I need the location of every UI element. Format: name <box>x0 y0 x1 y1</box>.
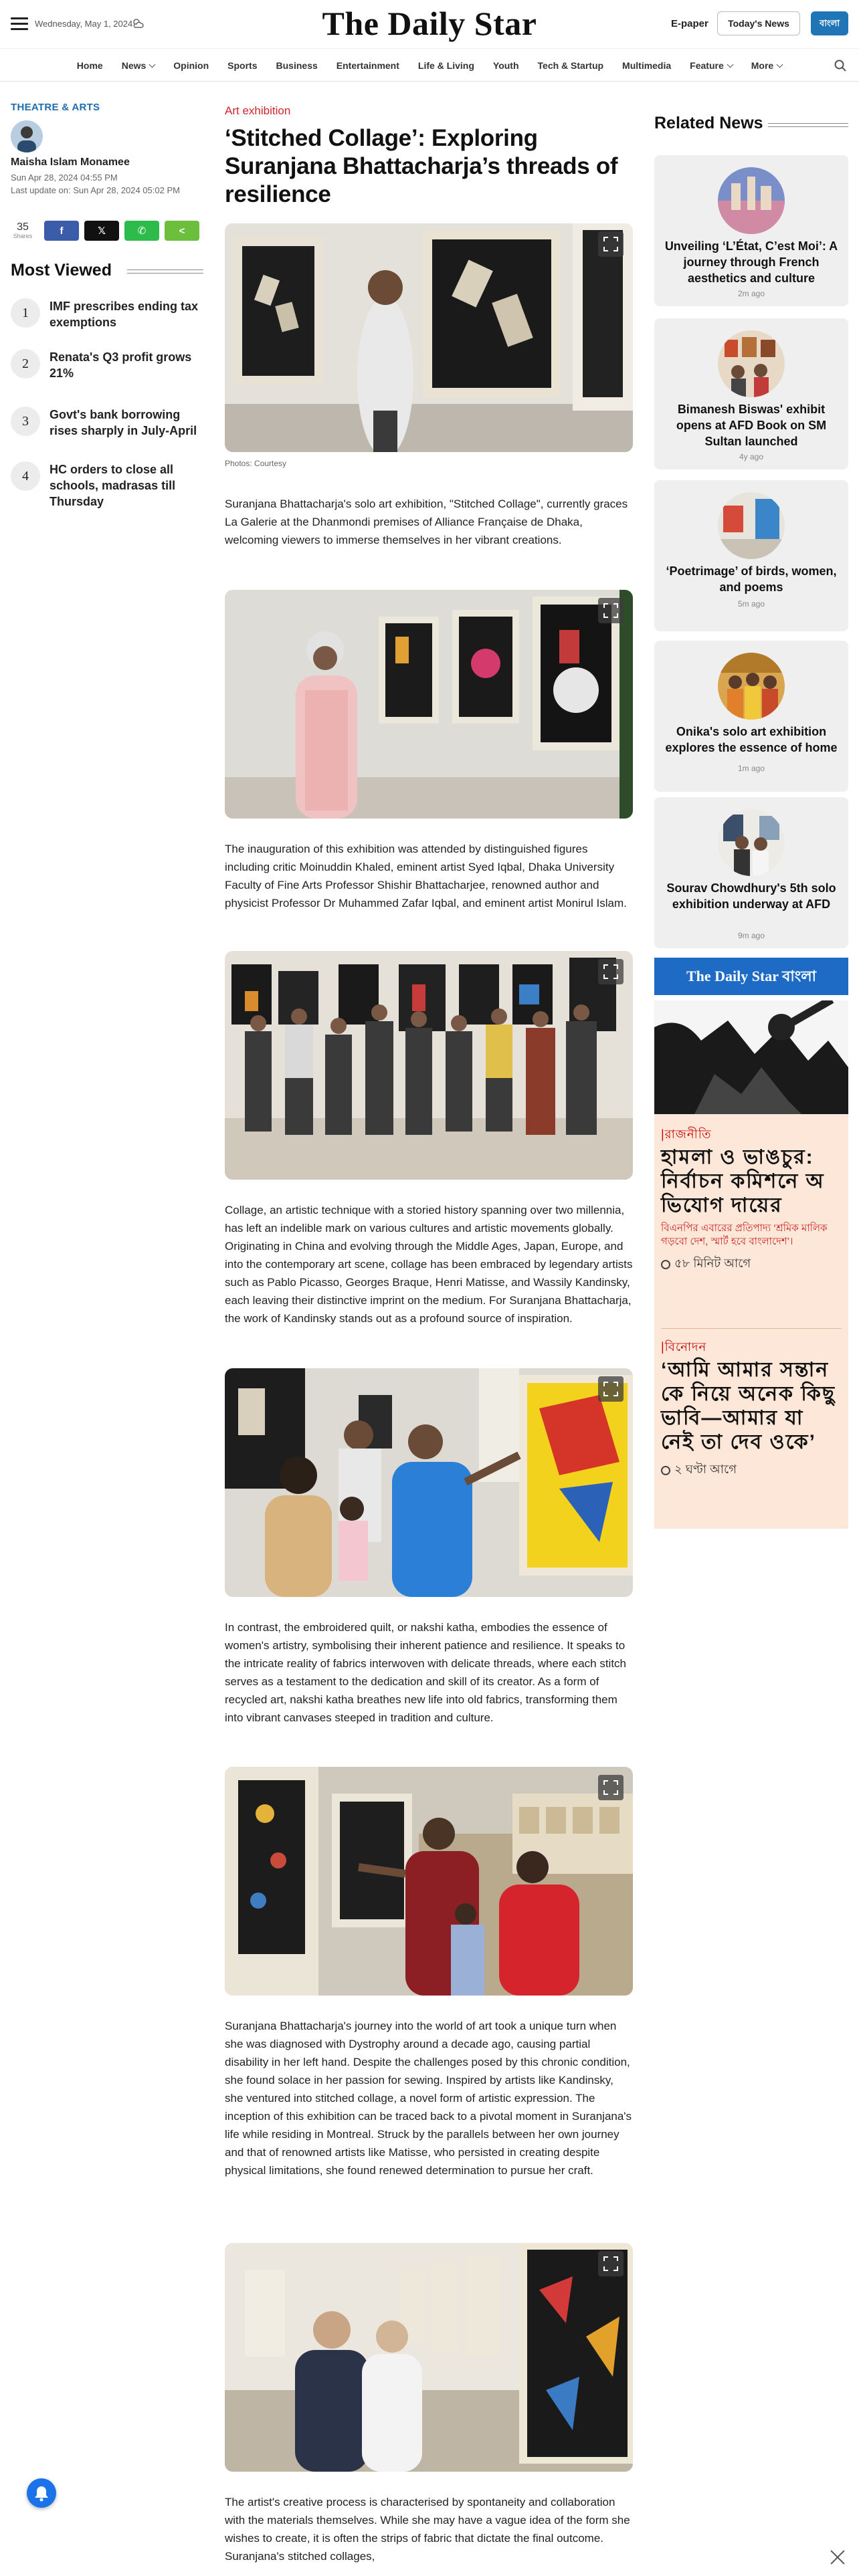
nav-item-life-living[interactable]: Life & Living <box>417 60 474 71</box>
article-photo[interactable] <box>225 223 633 452</box>
article-photo[interactable] <box>225 1368 633 1597</box>
expand-icon[interactable] <box>598 959 624 984</box>
nav-item-news[interactable]: News <box>122 60 155 71</box>
article-kicker[interactable]: Art exhibition <box>225 104 291 117</box>
author-name[interactable]: Maisha Islam Monamee <box>11 156 130 168</box>
nav-item-home[interactable]: Home <box>76 60 103 71</box>
expand-icon[interactable] <box>598 2251 624 2276</box>
article-headline: ‘Stitched Collage’: Exploring Suranjana Bhattacharja’s threads of resilience <box>225 125 618 207</box>
section-tag[interactable]: THEATRE & ARTS <box>11 102 100 113</box>
nav-item-multimedia[interactable]: Multimedia <box>622 60 672 71</box>
updated-date: Last update on: Sun Apr 28, 2024 05:02 PM <box>11 185 180 195</box>
chevron-down-icon <box>727 61 733 68</box>
published-date: Sun Apr 28, 2024 04:55 PM <box>11 173 118 183</box>
bangla-button[interactable]: বাংলা <box>811 11 848 35</box>
related-news-card[interactable]: Onika's solo art exhibition explores the essence of home 1m ago <box>654 641 848 792</box>
chevron-down-icon <box>777 61 783 68</box>
author-avatar[interactable] <box>11 120 43 152</box>
related-news-thumbnail[interactable] <box>718 167 785 234</box>
article-paragraph: The inauguration of this exhibition was attended by distinguished figures including critic Moinuddin Khaled, eminent artist Syed Iqbal, Dhaka University Faculty of Fine Arts Professor Shishir Bhattacharjee, renowned author and physicist Professor Dr Muhammed Zafar Iqbal, and eminent artist Monirul Islam. <box>225 843 627 909</box>
related-news-thumbnail[interactable] <box>718 492 785 559</box>
article-paragraph: The artist's creative process is characterised by spontaneity and collaboration with the materials themselves. While she may have a vague idea of the form she wishes to create, it is often the strips of fabric that dictate the final outcome. Suranjana's stitched collages, <box>225 2496 630 2563</box>
bangla-news-time: ৫৮ মিনিট আগে <box>661 1254 842 1275</box>
bangla-widget <box>654 1114 848 1529</box>
search-icon[interactable] <box>834 59 847 72</box>
x-icon: 𝕏 <box>97 225 106 237</box>
article-photo[interactable] <box>225 1767 633 1996</box>
nav-item-sports[interactable]: Sports <box>227 60 258 71</box>
notification-bell-button[interactable] <box>27 2478 56 2508</box>
related-news-card[interactable]: Bimanesh Biswas' exhibit opens at AFD Book on SM Sultan launched 4y ago <box>654 318 848 469</box>
expand-icon[interactable] <box>598 1376 624 1402</box>
close-icon[interactable] <box>830 2549 846 2565</box>
bangla-news-item[interactable] <box>661 1125 842 1275</box>
nav-item-tech-startup[interactable]: Tech & Startup <box>537 60 604 71</box>
share-button[interactable] <box>165 221 199 241</box>
related-news-thumbnail[interactable] <box>718 653 785 720</box>
nav-item-opinion[interactable]: Opinion <box>173 60 209 71</box>
article-paragraph: In contrast, the embroidered quilt, or nakshi katha, embodies the essence of women's artistry, symbolising their inherent patience and resilience. It speaks to the intricate reality of fabrics interwoven with delicate threads, where each stitch serves as a testament to the dedication and skill of its creator. As a form of recycled art, nakshi katha breathes new life into old fabrics, transforming them into vibrant canvases steeped in tradition and culture. <box>225 1621 627 1724</box>
nav-item-feature[interactable]: Feature <box>690 60 733 71</box>
related-news-card[interactable]: ‘Poetrimage’ of birds, women, and poems 5m ago <box>654 480 848 631</box>
share-bar <box>11 219 205 243</box>
related-news-card[interactable]: Sourav Chowdhury's 5th solo exhibition underway at AFD 9m ago <box>654 797 848 948</box>
epaper-link[interactable]: E-paper <box>671 18 708 29</box>
divider <box>661 1328 842 1329</box>
article-paragraph: Suranjana Bhattacharja's solo art exhibition, "Stitched Collage", currently graces La Galerie at the Dhanmondi premises of Alliance Française de Dhaka, welcoming viewers to immerse themselves in her vibrant creations. <box>225 498 628 546</box>
bangla-news-tag[interactable]: |বিনোদন <box>661 1340 707 1354</box>
nav-item-more[interactable]: More <box>751 60 782 71</box>
clock-icon <box>661 1260 670 1269</box>
article-paragraph: Suranjana Bhattacharja's journey into the world of art took a unique turn when she was diagnosed with Dystrophy around a decade ago, causing partial disability in her left hand. Despite the challenges posed by this chronic condition, she found solace in her passion for sewing. Inspired by artists like Kandinsky, she ventured into stitched collage, a novel form of artistic expression. The inception of this exhibition can be traced back to a pivotal moment in Suranjana's life while residing in Montreal. Struck by the parallels between her own journey and that of renowned artists like Matisse, who persisted in creating despite physical limitations, she found renewed determination to pursue her craft. <box>225 2020 632 2177</box>
article-photo[interactable] <box>225 951 633 1180</box>
todays-news-button[interactable]: Today's News <box>717 11 800 35</box>
most-viewed-item[interactable]: 1 IMF prescribes ending tax exemptions <box>11 298 205 338</box>
share-count: 35 Shares <box>13 221 33 239</box>
share-icon: < <box>179 225 185 237</box>
related-news-thumbnail[interactable] <box>718 330 785 397</box>
x-share-button[interactable] <box>84 221 119 241</box>
bangla-news-time: ২ ঘণ্টা আগে <box>661 1460 842 1481</box>
related-news-thumbnail[interactable] <box>718 809 785 876</box>
bangla-widget-header[interactable]: The Daily Star বাংলা <box>654 958 848 995</box>
related-news-title: Related News <box>654 114 763 132</box>
current-date: Wednesday, May 1, 2024 <box>35 19 133 29</box>
photo-caption: Photos: Courtesy <box>225 459 287 468</box>
whatsapp-icon: ✆ <box>137 225 147 237</box>
article-paragraph: Collage, an artistic technique with a storied history spanning over two millennia, has left an indelible mark on various cultures and artistic movements globally. Originating in China and evolving through the Middle Ages, Japan, Europe, and into the contemporary art scene, collage has been embraced by legendary artists such as Pablo Picasso, Georges Braque, Henri Matisse, and Wassily Kandinsky, each leaving their distinctive imprint on the medium. For Suranjana Bhattacharja, the work of Kandinsky stands out as a profound source of inspiration. <box>225 1204 633 1325</box>
main-nav <box>0 48 859 82</box>
most-viewed-item[interactable]: 4 HC orders to close all schools, madrasas till Thursday <box>11 461 205 502</box>
article-photo[interactable] <box>225 2243 633 2472</box>
bell-icon <box>27 2478 56 2508</box>
expand-icon[interactable] <box>598 231 624 257</box>
most-viewed-rule <box>127 270 203 274</box>
nav-item-entertainment[interactable]: Entertainment <box>336 60 399 71</box>
article-photo[interactable] <box>225 590 633 819</box>
bangla-news-title[interactable]: হামলা ও ভাঙচুর: নির্বাচন কমিশনে অভিযোগ দায়ের <box>661 1146 825 1216</box>
bangla-news-item[interactable] <box>661 1337 842 1481</box>
most-viewed-item[interactable]: 3 Govt's bank borrowing rises sharply in July-April <box>11 407 205 447</box>
facebook-icon: f <box>60 225 64 237</box>
top-bar <box>0 0 859 48</box>
clock-icon <box>661 1466 670 1475</box>
weather-icon <box>131 17 145 30</box>
bangla-news-summary: বিএনপির এবারের প্রতিপাদ্য ‘শ্রমিক মালিক গড়বো দেশ, স্মার্ট হবে বাংলাদেশ’। <box>661 1222 828 1247</box>
bangla-news-title[interactable]: ‘আমি আমার সন্তানকে নিয়ে অনেক কিছু ভাবি—আমার যা নেই তা দেব ওকে’ <box>661 1359 836 1453</box>
expand-icon[interactable] <box>598 598 624 623</box>
bangla-news-tag[interactable]: |রাজনীতি <box>661 1128 712 1141</box>
whatsapp-share-button[interactable] <box>124 221 159 241</box>
nav-item-youth[interactable]: Youth <box>492 60 519 71</box>
expand-icon[interactable] <box>598 1775 624 1800</box>
most-viewed-item[interactable]: 2 Renata's Q3 profit grows 21% <box>11 349 205 389</box>
chevron-down-icon <box>149 61 156 68</box>
facebook-share-button[interactable] <box>44 221 79 241</box>
related-news-rule <box>768 123 848 127</box>
nav-item-business[interactable]: Business <box>276 60 318 71</box>
related-news-card[interactable]: Unveiling ‘L’État, C’est Moi’: A journey through French aesthetics and culture 2m ago <box>654 155 848 306</box>
menu-icon[interactable] <box>11 17 28 31</box>
site-logo[interactable]: The Daily Star <box>322 5 537 42</box>
most-viewed-title: Most Viewed <box>11 261 112 280</box>
bangla-widget-image[interactable] <box>654 1000 848 1114</box>
